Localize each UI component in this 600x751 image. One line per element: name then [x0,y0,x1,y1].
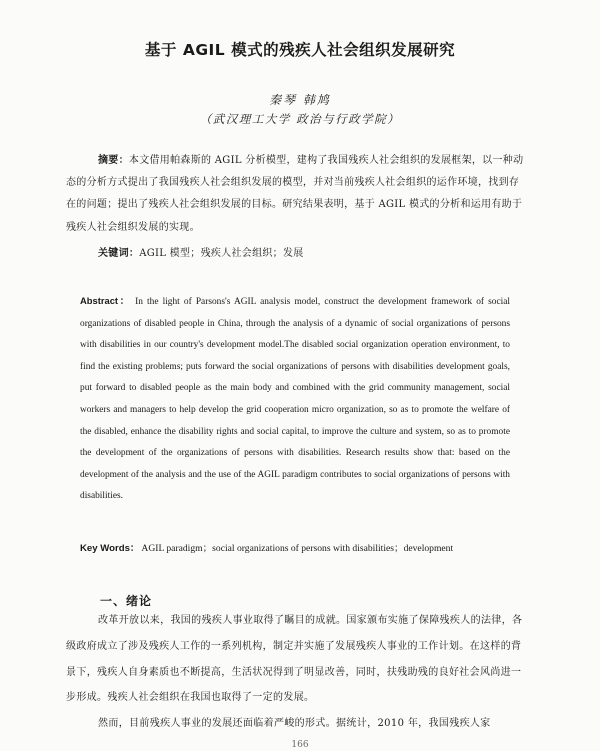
section-body [66,608,528,737]
keywords-en-label: Key Words： [80,543,140,554]
keywords-cn [98,244,304,259]
abstract-cn [66,150,528,239]
abstract-en-label: Abstract： [80,295,131,306]
abstract-cn-label: 摘要： [98,155,129,166]
body-paragraph-2-text: 然而，目前残疾人事业的发展还面临着严峻的形式。据统计，2010 年，我国残疾人家 [98,718,491,730]
keywords-en-text: AGIL paradigm；social organizations of persons with disabilities；development [141,543,454,554]
body-paragraph-2 [66,711,528,737]
keywords-cn-label: 关键词： [98,248,140,259]
keywords-cn-text: AGIL 模型；残疾人社会组织；发展 [139,248,304,259]
abstract-cn-text: 本文借用帕森斯的 AGIL 分析模型，建构了我国残疾人社会组织的发展框架，以一种动态的分析方式提出了我国残疾人社会组织发展的模型，并对当前残疾人社会组织的运作环境，找到存在的问题；提出了残疾人社会组织发展的目标。研究结果表明，基于 AGIL 模式的分析和运用有助于残疾人社会组织发展的实现。 [66,155,524,233]
authors: 秦琴 韩鸠 [269,93,331,107]
abstract-en-text: In the light of Parsons's AGIL analysis model, construct the development framework of social organizations of disabled people in China, through the analysis of a dynamic of social organizations of persons with disabilities in our country's development model.The disabled social organization operation environment, to find the existing problems; puts forward the social organizations of persons with disabilities development goals, put forward to disabled people as the main body and combined with the grid community management, social workers and managers to help develop the grid cooperation micro organization, so as to promote the welfare of the disabled, enhance the disability rights and social capital, to improve the culture and system, so as to promote the development of the organizations of persons with disabilities. Research results show that: based on the development of the analysis and the use of the AGIL paradigm contributes to social organizations of persons with disabilities. [80,297,511,502]
body-paragraph-1 [66,608,528,711]
paper-title: 基于 AGIL 模式的残疾人社会组织发展研究 [144,41,456,59]
body-paragraph-1-text: 改革开放以来，我国的残疾人事业取得了瞩目的成就。国家颁布实施了保障残疾人的法律，各级政府成立了涉及残疾人工作的一系列机构，制定并实施了发展残疾人事业的工作计划。在这样的背景下，残疾人自身素质也不断提高，生活状况得到了明显改善，同时，扶残助残的良好社会风尚进一步形成。残疾人社会组织在我国也取得了一定的发展。 [66,615,523,704]
abstract-en [80,290,510,508]
page-number: 166 [291,740,309,750]
keywords-en [80,540,510,554]
section-heading: 一、绪论 [100,594,153,608]
affiliation: （武汉理工大学 政治与行政学院） [199,112,401,126]
